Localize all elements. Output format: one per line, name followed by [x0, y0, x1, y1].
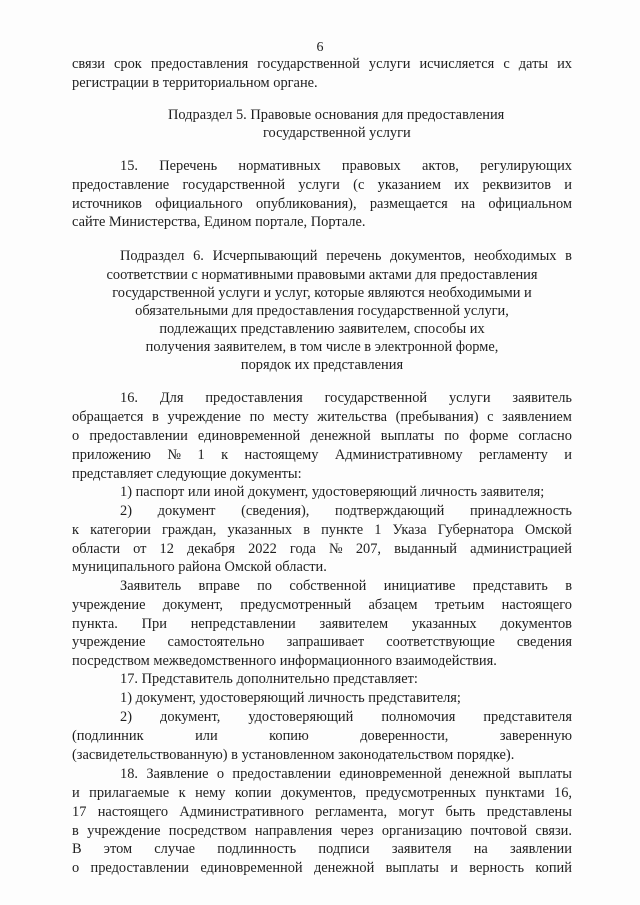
- word: указанных: [411, 616, 477, 632]
- word: государственной: [182, 177, 286, 193]
- word: подтверждающий: [335, 503, 445, 519]
- word: предоставления: [205, 390, 303, 406]
- word: и: [450, 860, 458, 876]
- word: выплаты: [385, 860, 439, 876]
- word: о: [216, 766, 225, 782]
- word: единовременной: [197, 428, 301, 444]
- text-line: [72, 408, 572, 426]
- word: предоставления: [150, 56, 249, 72]
- word: принадлежность: [469, 503, 572, 519]
- text-line: сайте Министерства, Едином портале, Портале.: [72, 214, 366, 230]
- word: копию: [269, 728, 309, 744]
- word: услуги: [448, 390, 491, 406]
- word: опубликования),: [255, 196, 357, 212]
- word: нему: [195, 785, 226, 801]
- word: выплаты: [380, 428, 435, 444]
- word: копий: [535, 860, 572, 876]
- word: заявитель: [512, 390, 572, 406]
- word: в: [565, 578, 572, 594]
- word: заявителем: [319, 616, 389, 632]
- word: настоящего: [501, 597, 572, 613]
- word: удостоверяющий: [248, 709, 354, 725]
- word: и: [564, 177, 572, 193]
- word: о: [72, 428, 80, 444]
- word: декабря: [186, 541, 235, 557]
- word: Перечень: [159, 158, 218, 174]
- word: обращается: [72, 409, 144, 425]
- text-line: муниципального района Омской области.: [72, 559, 327, 575]
- text-line: [72, 540, 572, 558]
- word: правовых: [341, 158, 401, 174]
- word: жительства: [317, 409, 388, 425]
- word: 15.: [120, 158, 138, 174]
- word: с: [503, 56, 510, 72]
- word: государственной: [324, 390, 428, 406]
- word: единовременной: [200, 860, 303, 876]
- word: источников: [72, 196, 142, 212]
- word: связи: [72, 56, 105, 72]
- text-line: подлежащих представлению заявителем, способы их: [159, 321, 485, 337]
- word: в: [303, 522, 310, 538]
- word: к: [72, 522, 79, 538]
- word: в: [565, 248, 572, 264]
- word: месту: [273, 409, 309, 425]
- word: приложению: [72, 447, 151, 463]
- text-line: [72, 859, 572, 877]
- text-line: [72, 822, 572, 840]
- word: услуги: [368, 56, 411, 72]
- word: копии: [234, 785, 272, 801]
- word: верность: [469, 860, 525, 876]
- text-line: государственной услуги: [263, 125, 411, 141]
- word: Исчерпывающий: [212, 248, 318, 264]
- word: этом: [103, 841, 133, 857]
- word: запрашивает: [286, 634, 365, 650]
- text-line: [120, 708, 572, 726]
- text-line: 1) документ, удостоверяющий личность представителя;: [120, 690, 461, 706]
- word: по: [444, 428, 460, 444]
- text-line: [72, 446, 572, 464]
- text-line: [72, 176, 572, 194]
- word: При: [141, 616, 167, 632]
- word: к: [221, 447, 229, 463]
- word: Губернатора: [437, 522, 514, 538]
- word: предоставление: [72, 177, 170, 193]
- word: доверенности,: [360, 728, 449, 744]
- word: на: [473, 841, 488, 857]
- text-line: [72, 727, 572, 745]
- word: полномочия: [381, 709, 456, 725]
- word: Для: [159, 390, 184, 406]
- text-line: [72, 784, 572, 802]
- word: (пребывания): [395, 409, 479, 425]
- word: 6.: [193, 248, 204, 264]
- word: сведения: [516, 634, 572, 650]
- word: перечень: [326, 248, 382, 264]
- word: регламента,: [315, 804, 388, 820]
- text-line: представляет следующие документы:: [72, 466, 302, 482]
- word: подписи: [318, 841, 370, 857]
- word: предусмотренных: [365, 785, 477, 801]
- word: посредством: [168, 823, 247, 839]
- word: и: [72, 785, 80, 801]
- text-line: [72, 633, 572, 651]
- word: регламенту: [478, 447, 548, 463]
- text-line: [72, 521, 572, 539]
- word: направления: [254, 823, 333, 839]
- word: области: [72, 541, 121, 557]
- word: документ,: [162, 597, 224, 613]
- text-line: (засвидетельствованную) в установленном законодательством порядке).: [72, 747, 515, 763]
- word: подлинность: [217, 841, 297, 857]
- word: от: [133, 541, 147, 557]
- text-line: [72, 803, 572, 821]
- word: непредставлении: [190, 616, 296, 632]
- word: документов,: [280, 785, 357, 801]
- word: пункта.: [72, 616, 118, 632]
- word: Заявитель: [120, 578, 182, 594]
- word: документов: [500, 616, 572, 632]
- word: учреждение: [72, 597, 146, 613]
- word: их: [454, 177, 470, 193]
- word: вправе: [198, 578, 240, 594]
- word: срок: [114, 56, 142, 72]
- text-line: [120, 765, 572, 783]
- word: указанием: [377, 177, 441, 193]
- text-line: [72, 840, 572, 858]
- word: администрацией: [470, 541, 572, 557]
- word: выданный: [394, 541, 458, 557]
- text-line: 1) паспорт или иной документ, удостоверяющий личность заявителя;: [120, 484, 545, 500]
- word: настоящему: [244, 447, 319, 463]
- word: заверенную: [499, 728, 572, 744]
- text-line: государственной услуги и услуг, которые являются необходимыми и: [112, 285, 532, 301]
- word: 12: [159, 541, 174, 557]
- text-line: [72, 615, 572, 633]
- text-line: посредством межведомственного информационного взаимодействия.: [72, 653, 497, 669]
- word: единовременной: [339, 766, 442, 782]
- word: представлены: [486, 804, 572, 820]
- word: самостоятельно: [167, 634, 265, 650]
- word: даты: [518, 56, 549, 72]
- word: 2022: [248, 541, 277, 557]
- text-line: [120, 502, 572, 520]
- text-line: получения заявителем, в том числе в электронной форме,: [145, 339, 499, 355]
- word: почтовой: [470, 823, 528, 839]
- word: реквизитов: [482, 177, 551, 193]
- word: услуги: [298, 177, 340, 193]
- word: форме: [469, 428, 509, 444]
- text-line: [72, 596, 572, 614]
- word: денежной: [449, 766, 511, 782]
- word: исчисляется: [419, 56, 495, 72]
- word: выплаты: [518, 766, 572, 782]
- word: денежной: [313, 860, 375, 876]
- word: настоящего: [97, 804, 169, 820]
- word: 1: [197, 447, 205, 463]
- text-line: [120, 577, 572, 595]
- word: №: [167, 447, 182, 463]
- word: по: [249, 409, 265, 425]
- text-line: [72, 55, 572, 73]
- text-line: [120, 157, 572, 175]
- word: 2): [120, 709, 132, 725]
- word: на: [461, 196, 476, 212]
- word: документов,: [390, 248, 466, 264]
- word: документ,: [160, 709, 221, 725]
- word: случае: [154, 841, 196, 857]
- word: 16.: [120, 390, 138, 406]
- word: инициативе: [383, 578, 456, 594]
- word: к: [178, 785, 186, 801]
- word: соответствующие: [386, 634, 495, 650]
- word: Омской: [524, 522, 572, 538]
- word: №: [329, 541, 343, 557]
- word: могут: [398, 804, 435, 820]
- text-line: [120, 247, 572, 265]
- word: пунктами: [485, 785, 545, 801]
- word: 16,: [554, 785, 572, 801]
- word: 2): [120, 503, 132, 519]
- word: Административного: [179, 804, 304, 820]
- word: Указа: [392, 522, 427, 538]
- text-line: [72, 427, 572, 445]
- text-line: 17. Представитель дополнительно представляет:: [120, 671, 418, 687]
- text-line: [72, 195, 572, 213]
- text-line: [120, 389, 572, 407]
- word: в: [72, 823, 79, 839]
- text-line: соответствии с нормативными правовыми актами для предоставления: [106, 267, 538, 283]
- word: официальном: [488, 196, 572, 212]
- text-line: порядок их представления: [240, 357, 404, 373]
- page-number: 6: [316, 40, 324, 55]
- word: пункте: [321, 522, 364, 538]
- word: прилагаемые: [89, 785, 170, 801]
- word: согласно: [518, 428, 572, 444]
- word: 18.: [120, 766, 138, 782]
- word: представить: [472, 578, 548, 594]
- word: учреждение: [72, 634, 146, 650]
- text-line: регистрации в территориальном органе.: [72, 75, 318, 91]
- word: быть: [445, 804, 476, 820]
- word: 207,: [355, 541, 381, 557]
- word: их: [557, 56, 572, 72]
- word: категории: [90, 522, 151, 538]
- word: денежной: [310, 428, 371, 444]
- word: заявлением: [502, 409, 572, 425]
- word: В: [72, 841, 82, 857]
- word: и: [564, 447, 572, 463]
- word: учреждение: [167, 409, 241, 425]
- word: (сведения),: [241, 503, 310, 519]
- text-line: Подраздел 5. Правовые основания для предоставления: [168, 107, 505, 123]
- word: Заявление: [146, 766, 209, 782]
- word: о: [72, 860, 80, 876]
- word: собственной: [289, 578, 367, 594]
- text-line: обязательными для предоставления государственной услуги,: [135, 303, 509, 319]
- word: 1: [374, 522, 382, 538]
- word: Административному: [334, 447, 463, 463]
- word: необходимых: [473, 248, 557, 264]
- word: по: [257, 578, 273, 594]
- word: размещается: [369, 196, 448, 212]
- word: третьим: [434, 597, 485, 613]
- word: с: [487, 409, 494, 425]
- word: абзацем: [368, 597, 418, 613]
- word: года: [289, 541, 316, 557]
- word: (с: [353, 177, 365, 193]
- word: организацию: [381, 823, 463, 839]
- word: предоставлении: [90, 860, 190, 876]
- word: регулирующих: [480, 158, 572, 174]
- word: заявителя: [391, 841, 452, 857]
- word: актов,: [422, 158, 459, 174]
- word: (подлинник: [72, 728, 144, 744]
- word: указанных: [227, 522, 293, 538]
- word: или: [195, 728, 218, 744]
- word: предусмотренный: [240, 597, 352, 613]
- word: связи.: [535, 823, 572, 839]
- word: нормативных: [238, 158, 321, 174]
- word: в: [152, 409, 159, 425]
- word: через: [340, 823, 374, 839]
- word: учреждение: [87, 823, 161, 839]
- word: предоставлении: [89, 428, 188, 444]
- word: представителя: [483, 709, 572, 725]
- word: 17: [72, 804, 87, 820]
- word: Подраздел: [120, 248, 185, 264]
- word: государственной: [257, 56, 360, 72]
- word: официального: [155, 196, 243, 212]
- word: предоставлении: [232, 766, 331, 782]
- word: граждан,: [161, 522, 217, 538]
- word: документ: [157, 503, 216, 519]
- word: заявлении: [509, 841, 572, 857]
